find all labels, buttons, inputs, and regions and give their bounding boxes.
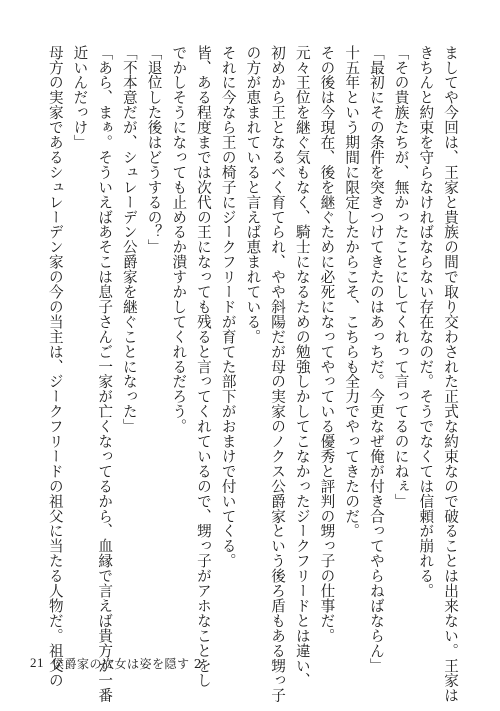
text-line: 母方の実家であるシュレーデン家の今の当主は、ジークフリードの祖父に当たる人物だ。祖父の xyxy=(46,45,64,688)
text-line: きちんと約束を守らなければならない存在なのだ。そうでなくては信頼が崩れる。 xyxy=(417,45,435,599)
text-line: 初めから王となるべく育てられ、やや斜陽だが母の実家のノクス公爵家という後ろ盾もある甥っ子 xyxy=(269,45,287,703)
text-line: それに今なら王の椅子にジークフリードが育てた部下がおまけで付いてくる。 xyxy=(219,45,237,569)
text-line: でかしそうになっても止めるか潰すかしてくれるだろう。 xyxy=(170,45,188,434)
running-title: 侯爵家の次女は姿を隠す 2 xyxy=(52,657,202,671)
text-line: 元々王位を継ぐ気もなく、騎士になるための勉強しかしてこなかったジークフリードとは違い、 xyxy=(293,45,311,688)
text-line: その後は今現在、後を継ぐために必死になってやっている優秀と評判の甥っ子の仕事だ。 xyxy=(318,45,336,643)
text-line: 「不本意だが、シュレーデン公爵家を継ぐことになった」 xyxy=(120,45,138,434)
text-line: 皆、ある程度までは次代の王になっても残ると言ってくれているので、甥っ子がアホなことをし xyxy=(194,45,212,688)
text-line: 近いんだっけ」 xyxy=(71,45,89,150)
page-number: 21 xyxy=(30,655,44,670)
text-line: 「退位した後はどうするの？」 xyxy=(145,45,163,255)
page-footer xyxy=(30,655,202,672)
text-line: の方が恵まれていると言えば恵まれている。 xyxy=(244,45,262,344)
text-line: ましてや今回は、王家と貴族の間で取り交わされた正式な約束なので破ることは出来ない。王家は xyxy=(442,45,459,703)
text-line: 十五年という期間に限定したからこそ、こちらも全力でやってきたのだ。 xyxy=(343,45,361,539)
text-line: 「あら、まぁ。そういえばあそこは息子さんご一家が亡くなってるから、血縁で言えば貴方が一番 xyxy=(96,45,114,703)
text-line: 「最初にその条件を突きつけてきたのはあっちだ。今更なぜ俺が付き合ってやらねばならん」 xyxy=(367,45,385,673)
text-line: 「その貴族たちが、無かったことにしてくれって言ってるのにねぇ」 xyxy=(392,45,410,509)
